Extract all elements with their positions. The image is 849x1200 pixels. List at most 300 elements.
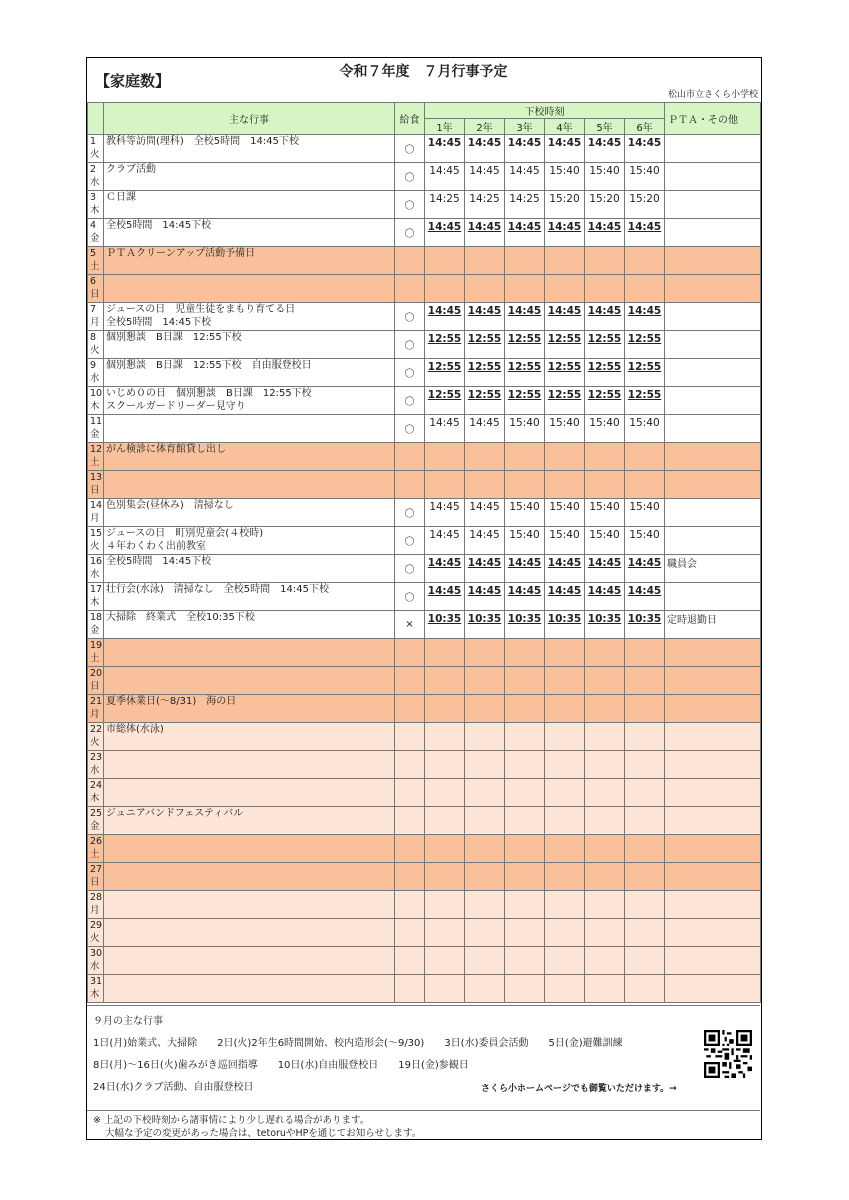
dismissal-time — [465, 947, 505, 975]
pta-cell — [665, 471, 761, 499]
dismissal-time: 12:55 — [625, 359, 665, 387]
dismissal-time — [625, 891, 665, 919]
meal-cell: 〇 — [395, 359, 425, 387]
dismissal-time — [425, 275, 465, 303]
weekday: 水 — [90, 177, 100, 188]
meal-cell — [395, 247, 425, 275]
day-row — [88, 163, 761, 191]
dismissal-time: 10:35 — [625, 611, 665, 639]
meal-cell — [395, 695, 425, 723]
dismissal-time — [505, 779, 545, 807]
day-number: 13 — [90, 472, 103, 483]
day-number: 5 — [90, 248, 97, 259]
dismissal-time: 12:55 — [425, 331, 465, 359]
dismissal-time — [465, 919, 505, 947]
day-row — [88, 527, 761, 555]
event-cell — [104, 247, 395, 275]
dismissal-time: 14:45 — [505, 135, 545, 163]
dismissal-time — [585, 247, 625, 275]
dismissal-time: 14:45 — [545, 135, 585, 163]
dismissal-time: 12:55 — [425, 359, 465, 387]
day-cell — [88, 667, 104, 695]
household-label: 【家庭数】 — [95, 72, 171, 90]
dismissal-time — [585, 891, 625, 919]
event-cell — [104, 415, 395, 443]
dismissal-time: 14:45 — [585, 219, 625, 247]
event-cell — [104, 863, 395, 891]
event-cell — [104, 667, 395, 695]
day-number: 1 — [90, 136, 97, 147]
day-cell — [88, 639, 104, 667]
pta-cell — [665, 863, 761, 891]
day-cell — [88, 695, 104, 723]
meal-cell — [395, 639, 425, 667]
day-cell — [88, 443, 104, 471]
weekday: 日 — [90, 289, 100, 300]
dismissal-time — [545, 443, 585, 471]
day-row — [88, 415, 761, 443]
day-cell — [88, 219, 104, 247]
dismissal-time — [505, 639, 545, 667]
dismissal-time — [585, 443, 625, 471]
dismissal-time — [505, 247, 545, 275]
grade-header: 2年 — [465, 119, 505, 135]
day-row — [88, 611, 761, 639]
day-cell — [88, 583, 104, 611]
dismissal-time — [505, 443, 545, 471]
dismissal-time — [545, 863, 585, 891]
dismissal-time — [545, 807, 585, 835]
dismissal-time: 14:45 — [425, 499, 465, 527]
dismissal-time: 15:40 — [545, 163, 585, 191]
dismissal-time: 15:40 — [625, 415, 665, 443]
dismissal-time: 15:40 — [625, 163, 665, 191]
day-cell — [88, 975, 104, 1003]
dismissal-time — [465, 695, 505, 723]
meal-cell — [395, 471, 425, 499]
dismissal-time: 15:20 — [585, 191, 625, 219]
event-cell — [104, 387, 395, 415]
day-row — [88, 387, 761, 415]
dismissal-time: 14:45 — [505, 219, 545, 247]
dismissal-time — [465, 863, 505, 891]
dismissal-time: 14:45 — [545, 303, 585, 331]
weekday: 木 — [90, 989, 100, 1000]
dismissal-time — [625, 723, 665, 751]
day-number: 31 — [90, 976, 103, 987]
event-cell — [104, 975, 395, 1003]
schedule-sheet — [86, 57, 762, 1140]
weekday: 土 — [90, 261, 100, 272]
event-cell — [104, 527, 395, 555]
weekday: 水 — [90, 569, 100, 580]
day-cell — [88, 359, 104, 387]
event-cell — [104, 331, 395, 359]
weekday: 日 — [90, 485, 100, 496]
dismissal-time — [625, 947, 665, 975]
day-row — [88, 835, 761, 863]
meal-cell — [395, 863, 425, 891]
dismissal-time — [625, 751, 665, 779]
pta-cell — [665, 163, 761, 191]
meal-cell: 〇 — [395, 219, 425, 247]
dismissal-time: 14:25 — [465, 191, 505, 219]
dismissal-time — [505, 835, 545, 863]
day-number: 16 — [90, 556, 103, 567]
dismissal-time: 15:40 — [545, 415, 585, 443]
dismissal-time — [505, 975, 545, 1003]
pta-cell — [665, 247, 761, 275]
meal-cell: 〇 — [395, 191, 425, 219]
weekday: 火 — [90, 149, 100, 160]
event-cell — [104, 163, 395, 191]
meal-cell: 〇 — [395, 555, 425, 583]
meal-cell: 〇 — [395, 387, 425, 415]
grade-header: 4年 — [545, 119, 585, 135]
page-title: 令和７年度 ７月行事予定 — [339, 64, 508, 80]
dismissal-time — [545, 919, 585, 947]
pta-cell: 定時退勤日 — [665, 611, 761, 639]
dismissal-time: 15:40 — [585, 163, 625, 191]
homepage-note: さくら小ホームページでも御覧いただけます。→ — [481, 1084, 677, 1094]
dismissal-time — [425, 863, 465, 891]
dismissal-time: 12:55 — [505, 387, 545, 415]
weekday: 火 — [90, 737, 100, 748]
dismissal-time — [625, 863, 665, 891]
dismissal-time: 14:45 — [585, 555, 625, 583]
pta-cell — [665, 723, 761, 751]
day-number: 3 — [90, 192, 97, 203]
day-number: 20 — [90, 668, 103, 679]
dismissal-time — [465, 723, 505, 751]
dismissal-time: 14:45 — [625, 583, 665, 611]
pta-cell — [665, 835, 761, 863]
day-number: 30 — [90, 948, 103, 959]
dismissal-time — [425, 751, 465, 779]
event-cell — [104, 555, 395, 583]
pta-cell — [665, 667, 761, 695]
weekday: 木 — [90, 793, 100, 804]
dismissal-time: 12:55 — [625, 331, 665, 359]
dismissal-time — [545, 275, 585, 303]
dismissal-time — [545, 639, 585, 667]
dismissal-time: 14:45 — [465, 135, 505, 163]
meal-cell — [395, 835, 425, 863]
meal-cell — [395, 723, 425, 751]
event-text: ジュースの日 町別児童会(４校時) — [106, 528, 264, 539]
day-cell — [88, 527, 104, 555]
weekday: 月 — [90, 905, 100, 916]
weekday: 金 — [90, 429, 100, 440]
day-cell — [88, 331, 104, 359]
pta-cell — [665, 331, 761, 359]
event-cell — [104, 303, 395, 331]
dismissal-time — [465, 443, 505, 471]
day-cell — [88, 499, 104, 527]
dismissal-time — [625, 639, 665, 667]
day-number: 26 — [90, 836, 103, 847]
dismissal-time: 12:55 — [545, 331, 585, 359]
day-row — [88, 443, 761, 471]
dismissal-time — [545, 751, 585, 779]
day-number: 2 — [90, 164, 97, 175]
dismissal-time — [425, 975, 465, 1003]
meal-cell: 〇 — [395, 163, 425, 191]
dismissal-time — [625, 695, 665, 723]
weekday: 月 — [90, 709, 100, 720]
day-row — [88, 891, 761, 919]
day-number: 12 — [90, 444, 103, 455]
dismissal-time: 14:45 — [425, 163, 465, 191]
pta-cell — [665, 807, 761, 835]
event-cell — [104, 191, 395, 219]
day-number: 29 — [90, 920, 103, 931]
day-cell — [88, 555, 104, 583]
dismissal-time — [625, 835, 665, 863]
dismissal-time — [425, 947, 465, 975]
day-number: 28 — [90, 892, 103, 903]
september-line: 1日(月)始業式、大掃除 2日(火)2年生6時間開始、校内造形会(～9/30) 3日(水)委員会活動 5日(金)避難訓練 — [93, 1038, 623, 1049]
day-cell — [88, 415, 104, 443]
weekday: 水 — [90, 373, 100, 384]
dismissal-time — [545, 695, 585, 723]
dismissal-time: 14:45 — [625, 219, 665, 247]
dismissal-time — [585, 807, 625, 835]
pta-cell — [665, 135, 761, 163]
dismissal-time: 12:55 — [505, 331, 545, 359]
dismissal-time — [465, 975, 505, 1003]
dismissal-time — [625, 975, 665, 1003]
dismissal-time — [465, 891, 505, 919]
dismissal-time: 15:40 — [545, 527, 585, 555]
dismissal-time — [425, 779, 465, 807]
dismissal-time: 12:55 — [465, 359, 505, 387]
dismissal-time: 14:45 — [425, 135, 465, 163]
dismissal-time — [465, 667, 505, 695]
dismissal-time — [505, 807, 545, 835]
dismissal-time — [585, 779, 625, 807]
weekday: 火 — [90, 345, 100, 356]
dismissal-time — [625, 471, 665, 499]
day-row — [88, 359, 761, 387]
day-cell — [88, 779, 104, 807]
dismissal-time — [585, 639, 625, 667]
meal-cell — [395, 667, 425, 695]
event-cell — [104, 779, 395, 807]
dismissal-time: 14:45 — [505, 583, 545, 611]
day-row — [88, 807, 761, 835]
dismissal-time: 14:45 — [465, 303, 505, 331]
event-text: 全校5時間 14:45下校 — [106, 220, 212, 231]
event-text: スクールガードリーダー見守り — [106, 401, 246, 412]
pta-cell — [665, 499, 761, 527]
grade-header: 1年 — [425, 119, 465, 135]
day-number: 7 — [90, 304, 97, 315]
dismissal-time: 15:20 — [545, 191, 585, 219]
pta-cell — [665, 443, 761, 471]
weekday: 水 — [90, 961, 100, 972]
dismissal-time: 14:25 — [505, 191, 545, 219]
day-row — [88, 751, 761, 779]
day-cell — [88, 835, 104, 863]
september-line: 24日(水)クラブ活動、自由服登校日 — [93, 1082, 254, 1093]
dismissal-time — [585, 471, 625, 499]
dismissal-time — [505, 863, 545, 891]
dismissal-time: 12:55 — [585, 359, 625, 387]
dismissal-time — [465, 751, 505, 779]
day-number: 24 — [90, 780, 103, 791]
dismissal-time: 12:55 — [625, 387, 665, 415]
grade-header: 3年 — [505, 119, 545, 135]
dismissal-time — [545, 247, 585, 275]
day-row — [88, 135, 761, 163]
day-number: 6 — [90, 276, 97, 287]
dismissal-time — [625, 779, 665, 807]
dismissal-time — [425, 891, 465, 919]
dismissal-time — [585, 975, 625, 1003]
dismissal-time — [625, 919, 665, 947]
weekday: 木 — [90, 597, 100, 608]
dismissal-time: 14:45 — [425, 583, 465, 611]
day-row — [88, 863, 761, 891]
note-line: ※ 上記の下校時刻から諸事情により少し遅れる場合があります。 — [93, 1115, 370, 1126]
day-cell — [88, 919, 104, 947]
day-row — [88, 191, 761, 219]
day-number: 27 — [90, 864, 103, 875]
day-row — [88, 695, 761, 723]
dismissal-time: 10:35 — [425, 611, 465, 639]
dismissal-time — [505, 919, 545, 947]
dismissal-time — [545, 835, 585, 863]
day-cell — [88, 751, 104, 779]
meal-cell: 〇 — [395, 415, 425, 443]
dismissal-time: 15:40 — [625, 499, 665, 527]
weekday: 水 — [90, 765, 100, 776]
dismissal-time — [505, 667, 545, 695]
event-text: がん検診に体育館貸し出し — [106, 444, 226, 455]
event-cell — [104, 807, 395, 835]
day-number: 11 — [90, 416, 103, 427]
pta-cell — [665, 191, 761, 219]
dismissal-time — [625, 247, 665, 275]
dismissal-time — [425, 247, 465, 275]
pta-cell — [665, 639, 761, 667]
day-cell — [88, 891, 104, 919]
day-cell — [88, 387, 104, 415]
dismissal-time: 14:45 — [505, 303, 545, 331]
pta-cell — [665, 219, 761, 247]
weekday: 火 — [90, 933, 100, 944]
pta-cell — [665, 527, 761, 555]
dismissal-time: 14:45 — [505, 163, 545, 191]
school-name: 松山市立さくら小学校 — [667, 90, 758, 100]
day-row — [88, 247, 761, 275]
schedule-table — [87, 102, 761, 1003]
dismissal-time — [425, 471, 465, 499]
pta-cell — [665, 975, 761, 1003]
day-number: 17 — [90, 584, 103, 595]
dismissal-time — [545, 975, 585, 1003]
dismissal-time: 15:40 — [585, 415, 625, 443]
dismissal-time: 15:20 — [625, 191, 665, 219]
dismissal-time: 14:45 — [425, 415, 465, 443]
dismissal-time — [545, 667, 585, 695]
day-cell — [88, 723, 104, 751]
dismissal-time — [425, 835, 465, 863]
dismissal-time: 14:45 — [465, 555, 505, 583]
dismissal-time — [585, 751, 625, 779]
dismissal-time: 15:40 — [505, 499, 545, 527]
event-cell — [104, 135, 395, 163]
dismissal-time: 12:55 — [465, 387, 505, 415]
dismissal-time — [465, 275, 505, 303]
dismissal-time — [625, 667, 665, 695]
day-cell — [88, 191, 104, 219]
dismissal-time: 12:55 — [585, 387, 625, 415]
dismissal-time: 14:45 — [465, 415, 505, 443]
meal-cell: 〇 — [395, 583, 425, 611]
day-row — [88, 639, 761, 667]
event-text: 全校5時間 14:45下校 — [106, 556, 212, 567]
pta-cell — [665, 387, 761, 415]
day-number: 10 — [90, 388, 103, 399]
day-cell — [88, 163, 104, 191]
day-row — [88, 275, 761, 303]
pta-cell — [665, 695, 761, 723]
event-text: 大掃除 終業式 全校10:35下校 — [106, 612, 255, 623]
dismissal-time — [425, 919, 465, 947]
weekday: 土 — [90, 457, 100, 468]
pta-cell — [665, 751, 761, 779]
pta-cell — [665, 583, 761, 611]
dismissal-time — [425, 667, 465, 695]
event-cell — [104, 611, 395, 639]
weekday: 日 — [90, 681, 100, 692]
day-row — [88, 919, 761, 947]
dismissal-time — [505, 275, 545, 303]
day-cell — [88, 471, 104, 499]
september-line: 8日(月)～16日(火)歯みがき巡回指導 10日(水)自由服登校日 19日(金)参観日 — [93, 1060, 469, 1071]
weekday: 月 — [90, 513, 100, 524]
weekday: 金 — [90, 625, 100, 636]
day-row — [88, 499, 761, 527]
meal-cell — [395, 751, 425, 779]
dismissal-time — [505, 471, 545, 499]
september-heading: ９月の主な行事 — [93, 1016, 163, 1027]
dismissal-time — [465, 639, 505, 667]
date-header — [88, 103, 104, 135]
qr-code-icon — [704, 1030, 752, 1078]
day-number: 8 — [90, 332, 97, 343]
pta-cell — [665, 779, 761, 807]
dismissal-time: 15:40 — [625, 527, 665, 555]
event-cell — [104, 947, 395, 975]
pta-cell — [665, 303, 761, 331]
dismissal-time — [625, 807, 665, 835]
day-row — [88, 975, 761, 1003]
dismissal-time: 14:45 — [585, 303, 625, 331]
notes-section — [87, 1110, 760, 1140]
day-row — [88, 723, 761, 751]
meal-cell — [395, 947, 425, 975]
meal-cell — [395, 779, 425, 807]
dismissal-time: 15:40 — [545, 499, 585, 527]
dismissal-time — [545, 779, 585, 807]
dismissal-time: 10:35 — [505, 611, 545, 639]
weekday: 土 — [90, 849, 100, 860]
event-text: 教科等訪問(理科) 全校5時間 14:45下校 — [106, 136, 299, 147]
dismissal-time: 15:40 — [505, 415, 545, 443]
